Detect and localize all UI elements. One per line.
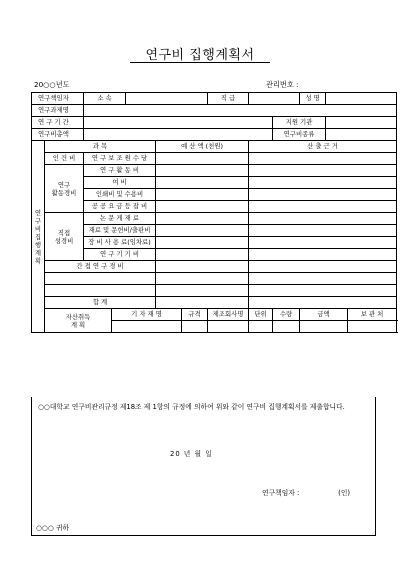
asset-maker-field[interactable] bbox=[208, 321, 249, 333]
activity-cost-group-label: 연구 활동경비 bbox=[45, 165, 84, 213]
name-label: 성 명 bbox=[300, 93, 326, 105]
management-number-label: 관리번호 : bbox=[266, 80, 299, 89]
equipment-use-budget[interactable] bbox=[156, 237, 249, 249]
total-label: 합 계 bbox=[45, 297, 156, 309]
asset-spec-field[interactable] bbox=[182, 321, 208, 333]
asset-place-field[interactable] bbox=[348, 321, 397, 333]
position-field[interactable] bbox=[249, 93, 300, 105]
utility-label: 공 공 요 금 등 잡 비 bbox=[84, 201, 156, 213]
funding-agency-field[interactable] bbox=[326, 117, 397, 129]
project-title-label: 연구과제명 bbox=[32, 105, 84, 117]
asset-unit-field[interactable] bbox=[249, 321, 273, 333]
materials-budget[interactable] bbox=[156, 225, 249, 237]
blank-budget-1[interactable] bbox=[156, 273, 249, 285]
asset-price-field[interactable] bbox=[300, 321, 348, 333]
budget-header: 예 산 액 (천원) bbox=[156, 141, 249, 153]
activity-cost-budget[interactable] bbox=[156, 165, 249, 177]
utility-budget[interactable] bbox=[156, 201, 249, 213]
equipment-label: 연 구 기 기 비 bbox=[84, 249, 156, 261]
travel-basis[interactable] bbox=[249, 177, 397, 189]
travel-label: 여 비 bbox=[84, 177, 156, 189]
position-label: 직 급 bbox=[208, 93, 249, 105]
page-title: 연구비 집행계획서 bbox=[145, 48, 255, 63]
declaration-text: ○○대학교 연구비관리규정 제18조 제 1항의 규정에 의하여 위와 같이 연구비 집행계획서를 제출합니다. bbox=[38, 403, 345, 411]
name-field[interactable] bbox=[326, 93, 397, 105]
paper-fee-label: 논 문 게 재 료 bbox=[84, 213, 156, 225]
funding-agency-label: 지원 기관 bbox=[273, 117, 326, 129]
materials-label: 재료 및 문헌비/출판비 bbox=[84, 225, 156, 237]
indirect-cost-budget[interactable] bbox=[156, 261, 249, 273]
direct-cost-group-label: 직접 성경비 bbox=[45, 213, 84, 261]
affiliation-field[interactable] bbox=[126, 93, 208, 105]
year-label: 20○○년도 bbox=[34, 80, 70, 89]
total-amount-label: 연구비총액 bbox=[32, 129, 84, 141]
equipment-basis[interactable] bbox=[249, 249, 397, 261]
materials-basis[interactable] bbox=[249, 225, 397, 237]
fund-category-label: 연구비종류 bbox=[273, 129, 326, 141]
asset-place-header: 보 관 처 bbox=[348, 309, 397, 321]
blank-budget-2[interactable] bbox=[156, 285, 249, 297]
asset-maker-header: 제조회사명 bbox=[208, 309, 249, 321]
blank-subject-2[interactable] bbox=[45, 285, 156, 297]
declaration-box bbox=[31, 397, 376, 536]
blank-subject-1[interactable] bbox=[45, 273, 156, 285]
paper-fee-budget[interactable] bbox=[156, 213, 249, 225]
printing-basis[interactable] bbox=[249, 189, 397, 201]
subject-header: 과 목 bbox=[45, 141, 156, 153]
utility-basis[interactable] bbox=[249, 201, 397, 213]
asset-spec-header: 규격 bbox=[182, 309, 208, 321]
indirect-cost-basis[interactable] bbox=[249, 261, 397, 273]
total-budget[interactable] bbox=[156, 297, 249, 309]
asset-plan-label: 자산취득 계 획 bbox=[45, 309, 112, 333]
blank-basis-2[interactable] bbox=[249, 285, 397, 297]
printing-label: 인쇄비 및 수용비 bbox=[84, 189, 156, 201]
asset-qty-header: 수량 bbox=[273, 309, 300, 321]
assistant-allowance-basis[interactable] bbox=[249, 153, 397, 165]
indirect-cost-label: 간 접 연 구 경 비 bbox=[45, 261, 156, 273]
equipment-use-label: 장 비 사 용 료(임차료) bbox=[84, 237, 156, 249]
fund-category-field[interactable] bbox=[326, 129, 397, 141]
assistant-allowance-label: 연 구 보 조 원 수 당 bbox=[84, 153, 156, 165]
project-title-field[interactable] bbox=[84, 105, 397, 117]
execution-plan-side-text: 연구비집행계획 bbox=[34, 208, 42, 265]
asset-unit-header: 단위 bbox=[249, 309, 273, 321]
submission-date: 20 년 월 일 bbox=[170, 450, 213, 458]
blank-basis-1[interactable] bbox=[249, 273, 397, 285]
equipment-budget[interactable] bbox=[156, 249, 249, 261]
asset-qty-field[interactable] bbox=[273, 321, 300, 333]
budget-plan-form bbox=[31, 92, 397, 333]
printing-budget[interactable] bbox=[156, 189, 249, 201]
basis-header: 산 출 근 거 bbox=[249, 141, 397, 153]
signer-line: 연구책임자 : (인) bbox=[262, 489, 351, 497]
assistant-allowance-budget[interactable] bbox=[156, 153, 249, 165]
labor-cost-label: 인 건 비 bbox=[45, 153, 84, 165]
title-underline bbox=[130, 62, 270, 63]
activity-cost-basis[interactable] bbox=[249, 165, 397, 177]
execution-plan-side-label bbox=[32, 141, 45, 333]
paper-fee-basis[interactable] bbox=[249, 213, 397, 225]
equipment-use-basis[interactable] bbox=[249, 237, 397, 249]
researcher-label: 연구책임자 bbox=[32, 93, 84, 105]
activity-cost-label: 연 구 활 동 비 bbox=[84, 165, 156, 177]
total-basis[interactable] bbox=[249, 297, 397, 309]
research-period-label: 연 구 기 간 bbox=[32, 117, 84, 129]
asset-name-field[interactable] bbox=[112, 321, 182, 333]
recipient-line: ○○○ 귀하 bbox=[36, 524, 70, 532]
travel-budget[interactable] bbox=[156, 177, 249, 189]
research-period-field[interactable] bbox=[84, 117, 273, 129]
affiliation-label: 소 속 bbox=[84, 93, 126, 105]
asset-name-header: 기 자 재 명 bbox=[112, 309, 182, 321]
asset-price-header: 금액 bbox=[300, 309, 348, 321]
total-amount-field[interactable] bbox=[84, 129, 273, 141]
